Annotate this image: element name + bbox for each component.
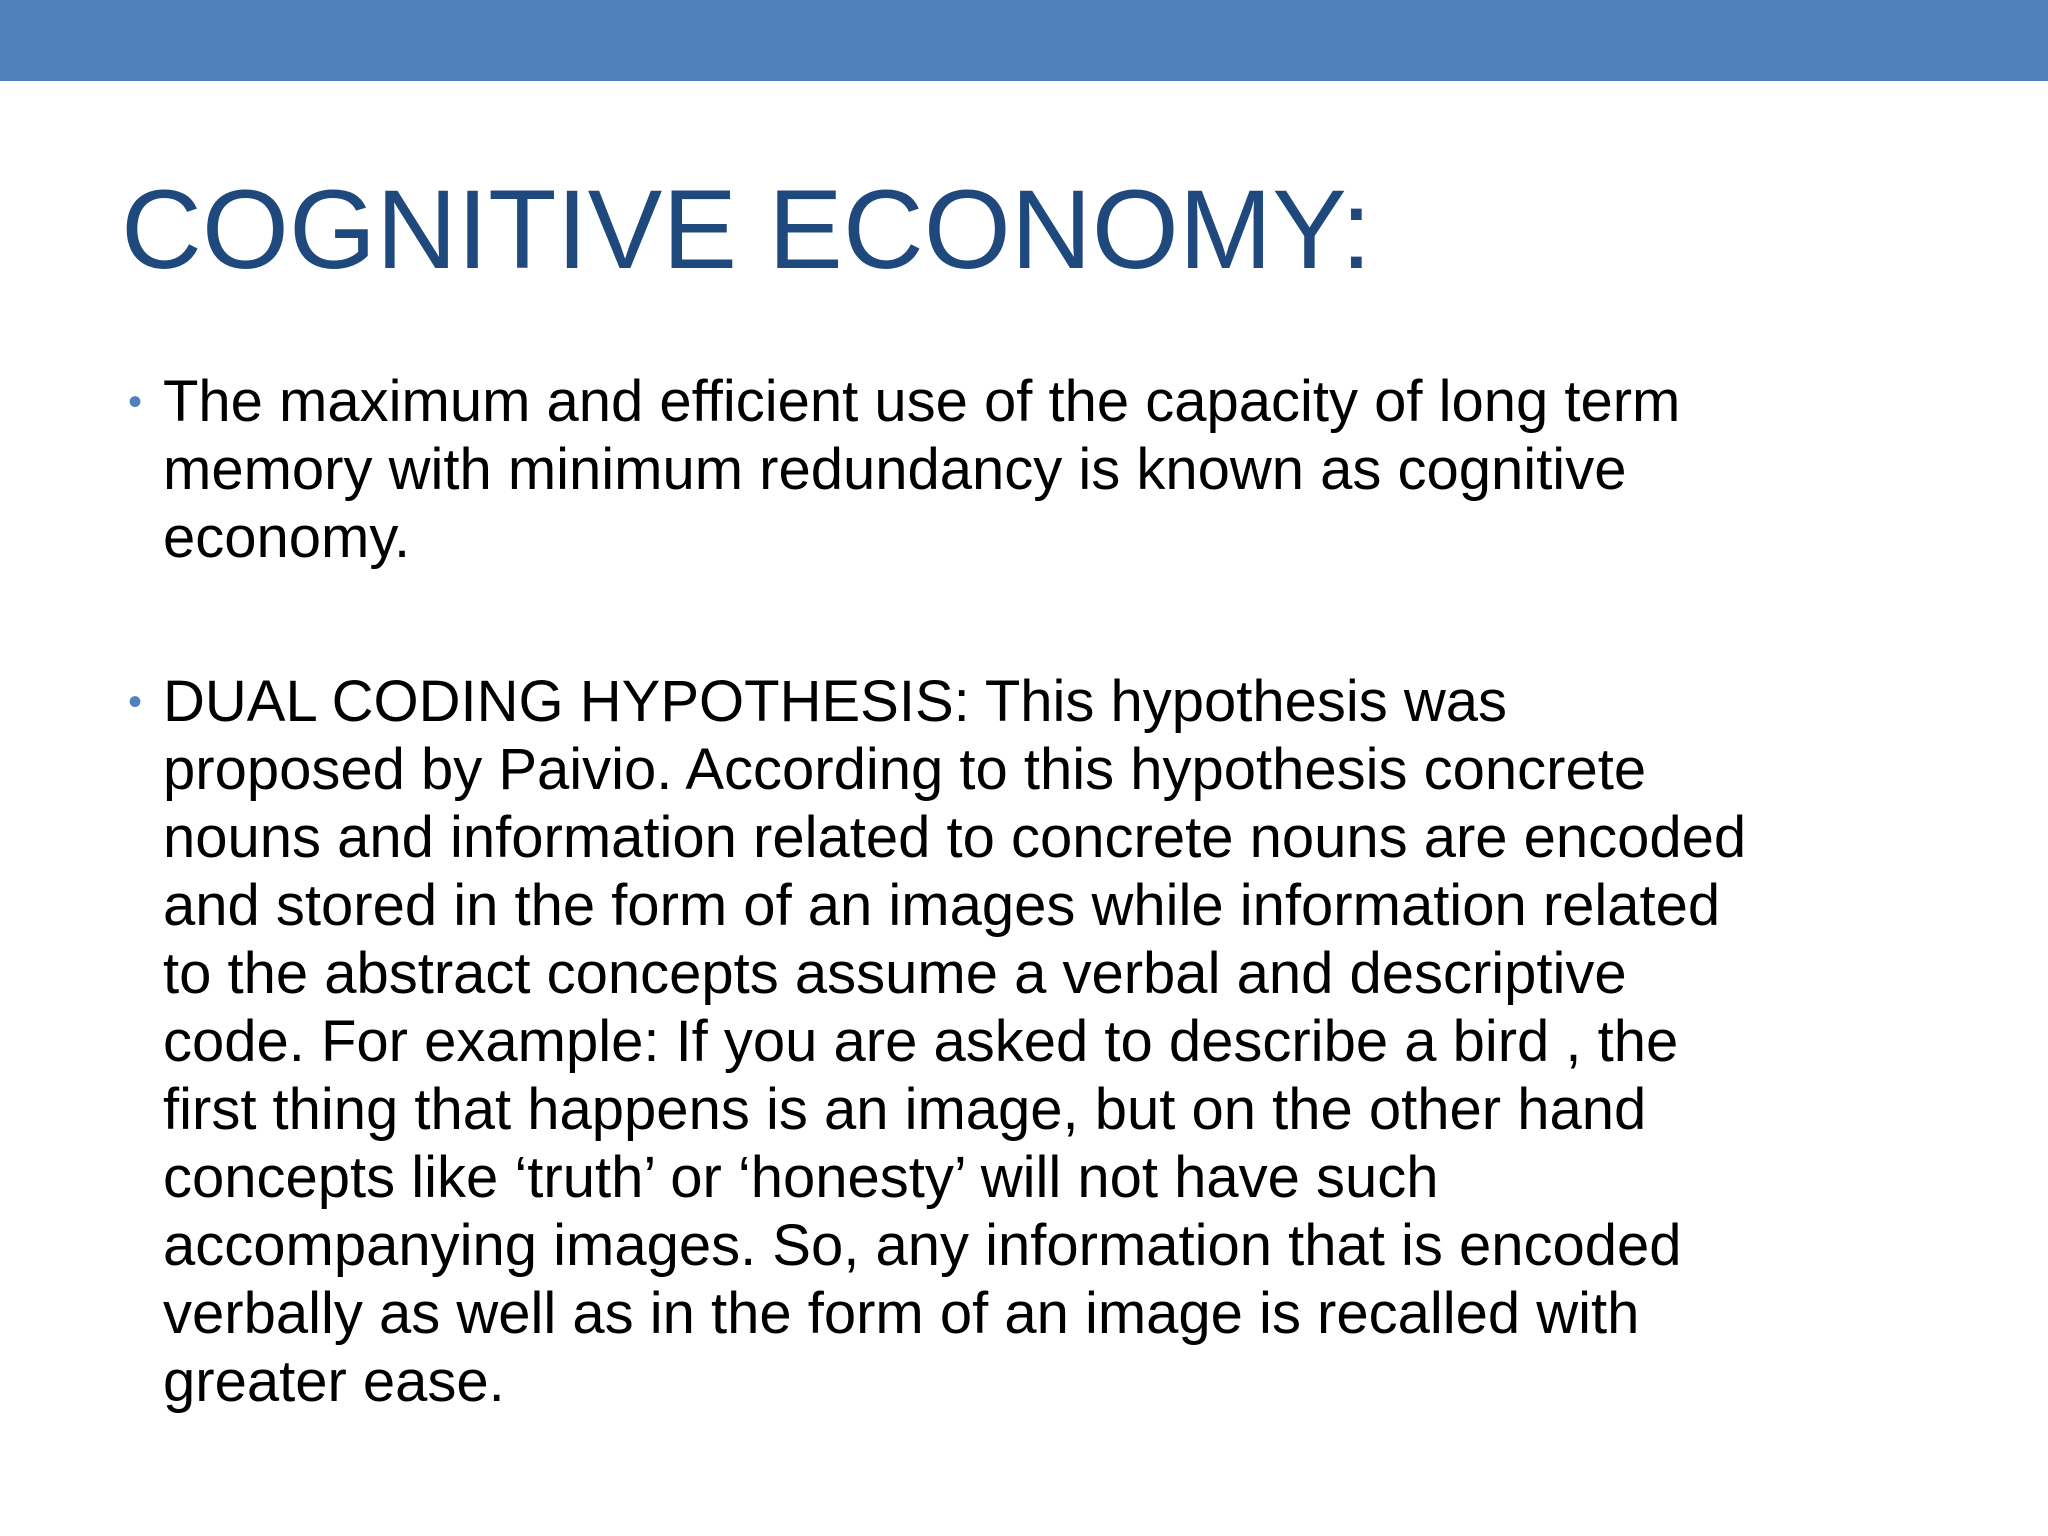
slide-title: COGNITIVE ECONOMY: [121, 167, 1372, 292]
bullet-line: to the abstract concepts assume a verbal and descriptive [163, 941, 1627, 1006]
bullet-icon: • [128, 380, 143, 424]
bullet-line: nouns and information related to concrete nouns are encoded [163, 805, 1747, 870]
bullet-line: verbally as well as in the form of an image is recalled with [163, 1281, 1640, 1346]
bullet-line: The maximum and efficient use of the capacity of long term [163, 369, 1681, 434]
bullet-line: memory with minimum redundancy is known as cognitive [163, 437, 1627, 502]
bullet-text [163, 368, 1680, 572]
bullet-line: accompanying images. So, any information that is encoded [163, 1213, 1682, 1278]
bullet-line: economy. [163, 505, 411, 570]
bullet-line: and stored in the form of an images while information related [163, 873, 1721, 938]
bullet-line: first thing that happens is an image, but on the other hand [163, 1077, 1647, 1142]
bullet-line: concepts like ‘truth’ or ‘honesty’ will not have such [163, 1145, 1439, 1210]
bullet-line: greater ease. [163, 1349, 505, 1414]
bullet-line: proposed by Paivio. According to this hypothesis concrete [163, 737, 1647, 802]
bullet-line: code. For example: If you are asked to describe a bird , the [163, 1009, 1679, 1074]
bullet-text [163, 668, 1746, 1416]
bullet-line: DUAL CODING HYPOTHESIS: This hypothesis was [163, 669, 1508, 734]
bullet-icon: • [128, 680, 143, 724]
